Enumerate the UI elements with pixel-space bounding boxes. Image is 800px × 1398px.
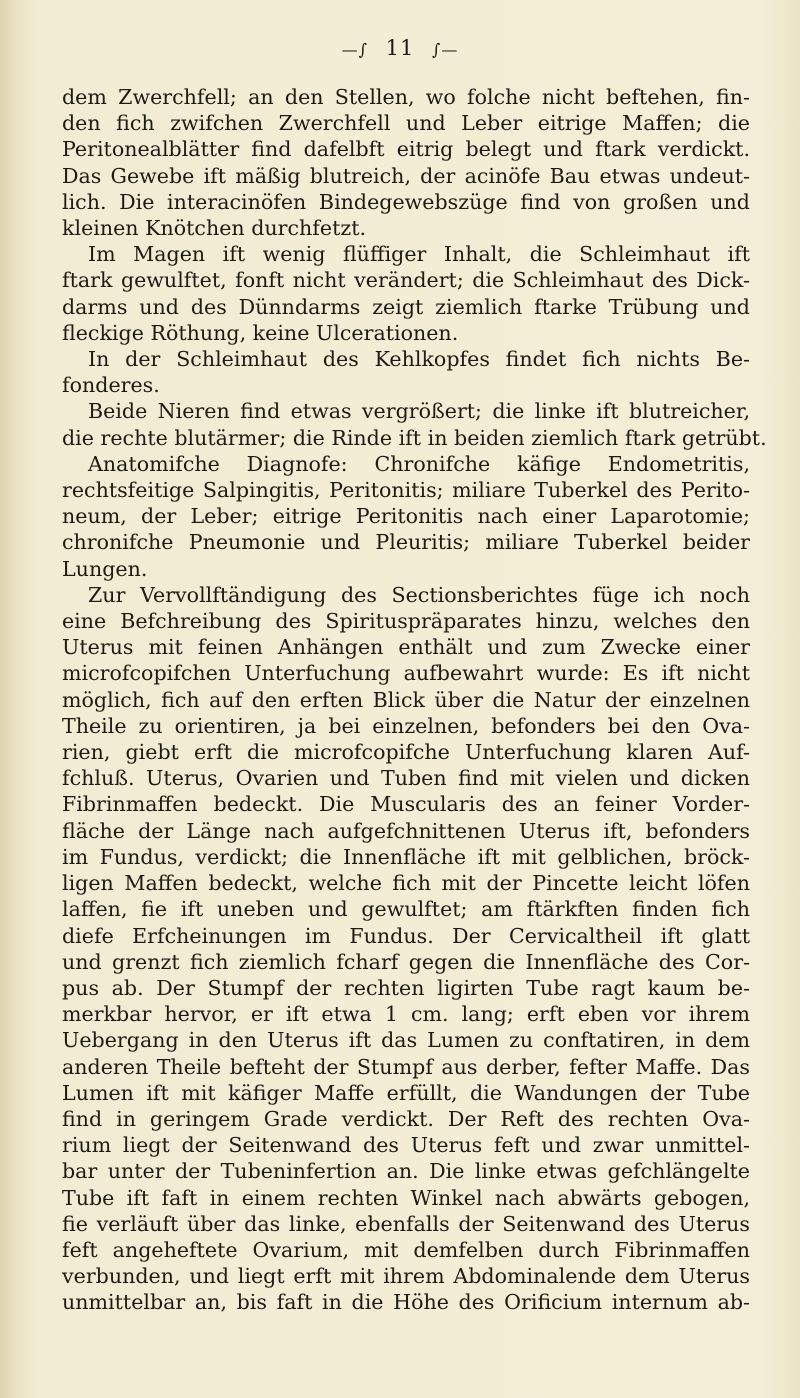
text-line: fonderes. xyxy=(62,373,160,398)
text-line: fleckige Röthung, keine Ulcerationen. xyxy=(62,320,459,345)
text-line: In der Schleimhaut des Kehlkopfes findet fich nichts Be- xyxy=(88,347,750,372)
text-line: im Fundus, verdickt; die Innenfläche ift mit gelblichen, bröck- xyxy=(62,844,750,869)
text-line: fie verläuft über das linke, ebenfalls der Seitenwand des Uterus xyxy=(62,1211,750,1236)
text-line: Anatomifche Diagnofe: Chronifche käfige Endometritis, xyxy=(88,451,750,476)
text-line: Theile zu orientiren, ja bei einzelnen, befonders bei den Ova- xyxy=(62,713,750,738)
text-line: lich. Die interacinöfen Bindegewebszüge find von großen und xyxy=(62,189,750,214)
text-line: feft angeheftete Ovarium, mit demfelben durch Fibrinmaffen xyxy=(62,1237,750,1262)
page-number: 11 xyxy=(385,36,415,60)
text-line: ligen Maffen bedeckt, welche fich mit der Pincette leicht löfen xyxy=(62,871,750,896)
text-line: find in geringem Grade verdickt. Der Reft des rechten Ova- xyxy=(62,1106,750,1131)
text-line: Uterus mit feinen Anhängen enthält und zum Zwecke einer xyxy=(62,635,750,660)
text-line: merkbar hervor, er ift etwa 1 cm. lang; erft eben vor ihrem xyxy=(62,1002,750,1027)
right-ornament-icon: ∫— xyxy=(432,40,459,59)
text-line: eine Befchreibung des Spirituspräparates hinzu, welches den xyxy=(62,609,750,634)
text-line: Fibrinmaffen bedeckt. Die Muscularis des an feiner Vorder- xyxy=(62,792,750,817)
text-line: Das Gewebe ift mäßig blutreich, der acinöfe Bau etwas undeut- xyxy=(62,163,750,188)
text-line: Beide Nieren find etwas vergrößert; die linke ift blutreicher, xyxy=(88,399,750,424)
text-line: anderen Theile befteht der Stumpf aus derber, fefter Maffe. Das xyxy=(62,1054,750,1079)
text-line: Uebergang in den Uterus ift das Lumen zu conftatiren, in dem xyxy=(62,1028,750,1053)
text-line: Peritonealblätter find dafelbft eitrig belegt und ftark verdickt. xyxy=(62,137,750,162)
text-line: rechtsfeitige Salpingitis, Peritonitis; miliare Tuberkel des Perito- xyxy=(62,478,750,503)
text-line: darms und des Dünndarms zeigt ziemlich ftarke Trübung und xyxy=(62,294,750,319)
text-line: microfcopifchen Unterfuchung aufbewahrt wurde: Es ift nicht xyxy=(62,661,750,686)
text-line: verbunden, und liegt erft mit ihrem Abdominalende dem Uterus xyxy=(62,1264,750,1289)
text-line: fläche der Länge nach aufgefchnittenen Uterus ift, befonders xyxy=(62,818,750,843)
text-line: Im Magen ift wenig flüffiger Inhalt, die Schleimhaut ift xyxy=(88,242,750,267)
text-line: Zur Vervollftändigung des Sectionsberichtes füge ich noch xyxy=(88,582,750,607)
text-line: den fich zwifchen Zwerchfell und Leber eitrige Maffen; die xyxy=(62,111,750,136)
text-line: ftark gewulftet, fonft nicht verändert; die Schleimhaut des Dick- xyxy=(62,268,750,293)
text-line: unmittelbar an, bis faft in die Höhe des Orificium internum ab- xyxy=(62,1290,750,1315)
text-line: rien, giebt erft die microfcopifche Unterfuchung klaren Auf- xyxy=(62,740,750,765)
text-line: fchluß. Uterus, Ovarien und Tuben find mit vielen und dicken xyxy=(62,766,750,791)
text-line: chronifche Pneumonie und Pleuritis; miliare Tuberkel beider xyxy=(62,530,750,555)
text-line: und grenzt fich ziemlich fcharf gegen die Innenfläche des Cor- xyxy=(62,949,750,974)
text-line: bar unter der Tubeninfertion an. Die linke etwas gefchlängelte xyxy=(62,1159,750,1184)
text-line: möglich, fich auf den erften Blick über die Natur der einzelnen xyxy=(62,687,750,712)
text-line: laffen, fie ift uneben und gewulftet; am ftärkften finden fich xyxy=(62,897,750,922)
text-line: die rechte blutärmer; die Rinde ift in beiden ziemlich ftark getrübt. xyxy=(62,425,767,450)
text-line: neum, der Leber; eitrige Peritonitis nach einer Laparotomie; xyxy=(62,504,750,529)
text-line: kleinen Knötchen durchfetzt. xyxy=(62,216,367,241)
text-line: Lungen. xyxy=(62,556,148,581)
text-line: rium liegt der Seitenwand des Uterus feft und zwar unmittel- xyxy=(62,1133,750,1158)
text-line: Tube ift faft in einem rechten Winkel nach abwärts gebogen, xyxy=(62,1185,750,1210)
text-line: dem Zwerchfell; an den Stellen, wo folche nicht beftehen, fin- xyxy=(62,85,750,109)
left-ornament-icon: —∫ xyxy=(341,40,368,59)
text-line: diefe Erfcheinungen im Fundus. Der Cervicaltheil ift glatt xyxy=(62,923,750,948)
text-line: Lumen ift mit käfiger Maffe erfüllt, die Wandungen der Tube xyxy=(62,1080,750,1105)
page-header xyxy=(0,36,800,60)
text-line: pus ab. Der Stumpf der rechten ligirten Tube ragt kaum be- xyxy=(62,975,750,1000)
body-text xyxy=(62,84,767,1316)
